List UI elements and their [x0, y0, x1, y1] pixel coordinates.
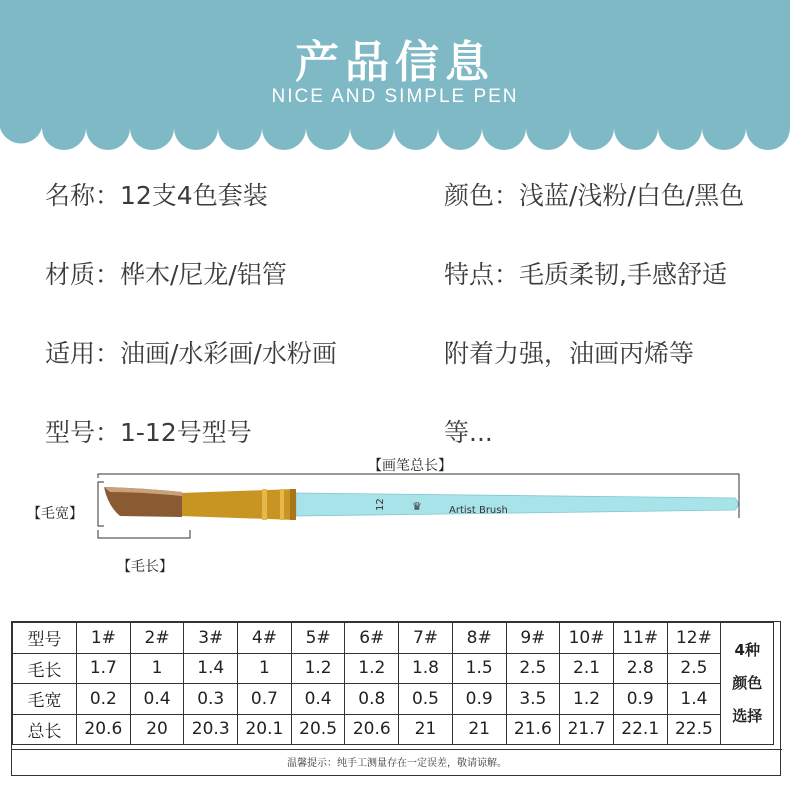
row-header: 总长 — [13, 714, 77, 745]
table-cell: 1.2 — [560, 684, 614, 715]
bristle-length-bracket — [98, 530, 190, 538]
table-cell: 0.9 — [452, 684, 506, 715]
table-cell: 20 — [130, 714, 184, 745]
brush-ferrule — [180, 489, 296, 520]
table-cell: 8# — [452, 623, 506, 654]
table-cell: 1 — [238, 653, 292, 684]
page-title: 产品信息 — [295, 37, 495, 88]
row-header: 毛宽 — [13, 684, 77, 715]
table-cell: 0.8 — [345, 684, 399, 715]
side-note-line: 4种 — [734, 641, 760, 659]
info-color: 颜色：浅蓝/浅粉/白色/黑色 — [444, 181, 745, 210]
total-length-label: 【画笔总长】 — [368, 458, 452, 474]
table-row-bristle-width — [13, 684, 774, 715]
table-cell: 2# — [130, 623, 184, 654]
table-cell: 7# — [399, 623, 453, 654]
table-row-total-length — [13, 714, 774, 745]
table-cell: 3# — [184, 623, 238, 654]
table-cell: 0.5 — [399, 684, 453, 715]
brush-handle — [296, 493, 738, 516]
table-cell: 22.1 — [613, 714, 667, 745]
table-cell: 21 — [399, 714, 453, 745]
table-cell: 20.5 — [291, 714, 345, 745]
info-feature-2: 附着力强，油画丙烯等 — [444, 339, 695, 368]
info-usage: 适用：油画/水彩画/水粉画 — [45, 339, 337, 368]
table-cell: 0.2 — [77, 684, 131, 715]
side-note-line: 颜色 — [732, 674, 763, 692]
table-row-model — [13, 623, 774, 654]
spec-grid — [12, 622, 774, 745]
table-cell: 0.4 — [291, 684, 345, 715]
table-cell: 21.6 — [506, 714, 560, 745]
table-cell: 0.4 — [130, 684, 184, 715]
bristle-width-label: 【毛宽】 — [27, 506, 83, 522]
table-cell: 20.6 — [77, 714, 131, 745]
table-cell: 10# — [560, 623, 614, 654]
table-cell: 12# — [667, 623, 721, 654]
table-cell: 2.5 — [506, 653, 560, 684]
table-cell: 0.3 — [184, 684, 238, 715]
info-feature-3: 等... — [444, 418, 493, 447]
table-cell: 1 — [130, 653, 184, 684]
crown-icon: ♛ — [412, 500, 422, 513]
table-cell: 0.7 — [238, 684, 292, 715]
table-cell: 1.4 — [184, 653, 238, 684]
table-cell: 1.8 — [399, 653, 453, 684]
table-cell: 1.5 — [452, 653, 506, 684]
table-cell: 1.4 — [667, 684, 721, 715]
table-cell: 20.3 — [184, 714, 238, 745]
bristle-length-label: 【毛长】 — [117, 559, 173, 575]
side-note-line: 选择 — [732, 707, 763, 725]
table-cell: 1.7 — [77, 653, 131, 684]
measurement-footnote: 温馨提示：纯手工测量存在一定误差，敬请谅解。 — [12, 749, 782, 777]
table-cell: 1.2 — [291, 653, 345, 684]
bristle-width-bracket — [98, 482, 104, 526]
table-cell: 4# — [238, 623, 292, 654]
table-cell: 5# — [291, 623, 345, 654]
page-subtitle: NICE AND SIMPLE PEN — [271, 86, 519, 107]
color-options-note — [721, 623, 774, 745]
table-cell: 21.7 — [560, 714, 614, 745]
table-cell: 2.1 — [560, 653, 614, 684]
table-row-bristle-length — [13, 653, 774, 684]
row-header: 型号 — [13, 623, 77, 654]
brush-size-number: 12 — [375, 498, 386, 511]
info-material: 材质：桦木/尼龙/铝管 — [45, 260, 287, 289]
spec-table — [11, 621, 781, 776]
table-cell: 6# — [345, 623, 399, 654]
row-header: 毛长 — [13, 653, 77, 684]
table-cell: 2.5 — [667, 653, 721, 684]
table-cell: 1.2 — [345, 653, 399, 684]
table-cell: 22.5 — [667, 714, 721, 745]
table-cell: 0.9 — [613, 684, 667, 715]
brush-brand: Artist Brush — [449, 505, 508, 516]
table-cell: 1# — [77, 623, 131, 654]
info-model: 型号：1-12号型号 — [45, 418, 252, 447]
table-cell: 9# — [506, 623, 560, 654]
table-cell: 2.8 — [613, 653, 667, 684]
table-cell: 11# — [613, 623, 667, 654]
info-feature-1: 特点：毛质柔韧,手感舒适 — [444, 260, 727, 289]
table-cell: 20.1 — [238, 714, 292, 745]
table-cell: 21 — [452, 714, 506, 745]
brush-diagram — [0, 460, 790, 570]
info-name: 名称：12支4色套装 — [45, 181, 268, 210]
table-cell: 3.5 — [506, 684, 560, 715]
table-cell: 20.6 — [345, 714, 399, 745]
